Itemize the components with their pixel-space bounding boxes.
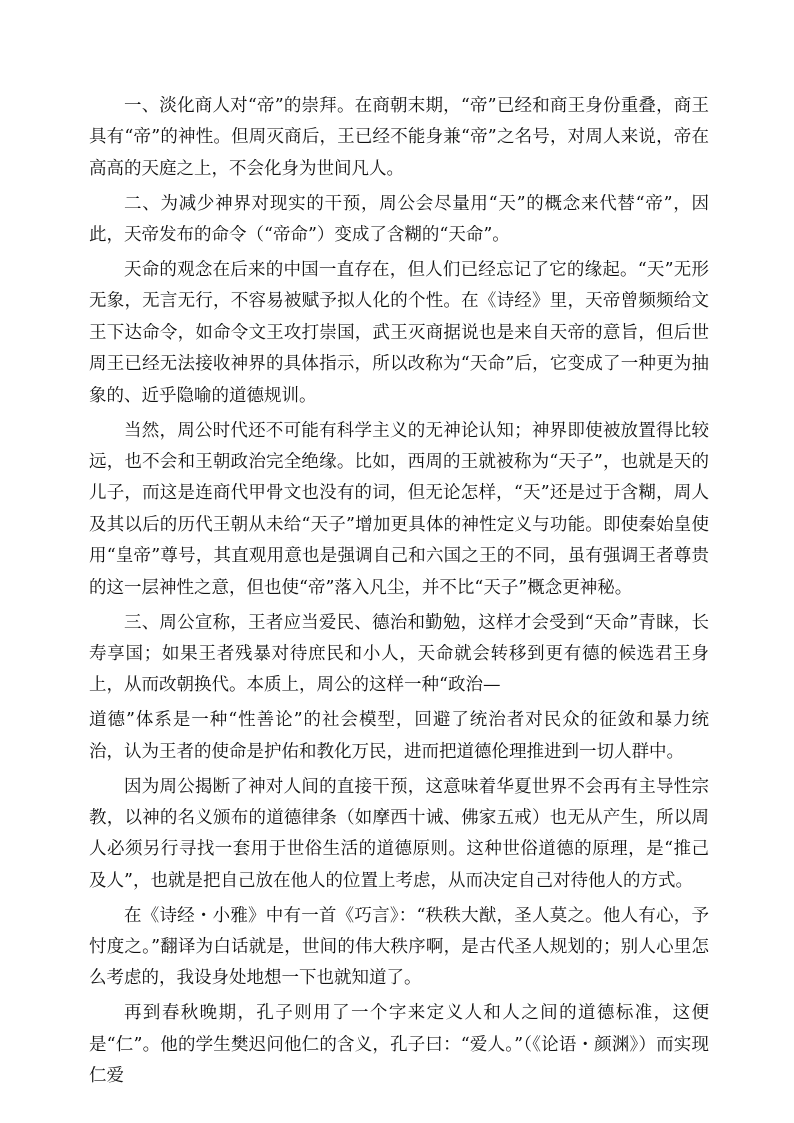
- paragraph-8: 在《诗经・小雅》中有一首《巧言》：“秩秩大猷，圣人莫之。他人有心，予忖度之。”翻译为白话就是，世间的伟大秩序啊，是古代圣人规划的；别人心里怎么考虑的，我设身处地想一下也就知道了。: [89, 905, 709, 989]
- document-body: [89, 91, 709, 1096]
- paragraph-4: 当然，周公时代还不可能有科学主义的无神论认知；神界即使被放置得比较远，也不会和王朝政治完全绝缘。比如，西周的王就被称为“天子”，也就是天的儿子，而这是连商代甲骨文也没有的词，但无论怎样，“天”还是过于含糊，周人及其以后的历代王朝从未给“天子”增加更具体的神性定义与功能。即使秦始皇使用“皇帝”尊号，其直观用意也是强调自己和六国之王的不同，虽有强调王者尊贵的这一层神性之意，但也使“帝”落入凡尘，并不比“天子”概念更神秘。: [89, 420, 709, 598]
- paragraph-1: 一、淡化商人对“帝”的崇拜。在商朝末期，“帝”已经和商王身份重叠，商王具有“帝”的神性。但周灭商后，王已经不能身兼“帝”之名号，对周人来说，帝在高高的天庭之上，不会化身为世间凡人。: [89, 96, 709, 179]
- paragraph-7: 因为周公揭断了神对人间的直接干预，这意味着华夏世界不会再有主导性宗教，以神的名义颁布的道德律条（如摩西十诫、佛家五戒）也无从产生，所以周人必须另行寻找一套用于世俗生活的道德原则。这种世俗道德的原理，是“推己及人”，也就是把自己放在他人的位置上考虑，从而决定自己对待他人的方式。: [89, 776, 709, 891]
- paragraph-2: 二、为减少神界对现实的干预，周公会尽量用“天”的概念来代替“帝”，因此，天帝发布的命令（“帝命”）变成了含糊的“天命”。: [89, 193, 709, 246]
- paragraph-6: 道德”体系是一种“性善论”的社会模型，回避了统治者对民众的征敛和暴力统治，认为王者的使命是护佑和教化万民，进而把道德伦理推进到一切人群中。: [89, 710, 709, 762]
- paragraph-3: 天命的观念在后来的中国一直存在，但人们已经忘记了它的缘起。“天”无形无象，无言无行，不容易被赋予拟人化的个性。在《诗经》里，天帝曾频频给文王下达命令，如命令文王攻打崇国，武王灭商据说也是来自天帝的意旨，但后世周王已经无法接收神界的具体指示，所以改称为“天命”后，它变成了一种更为抽象的、近乎隐喻的道德规训。: [89, 260, 709, 406]
- paragraph-5: 三、周公宣称，王者应当爱民、德治和勤勉，这样才会受到“天命”青睐，长寿享国；如果王者残暴对待庶民和小人，天命就会转移到更有德的候选君王身上，从而改朝换代。本质上，周公的这样一种“政治—: [89, 612, 709, 696]
- paragraph-9: 再到春秋晚期，孔子则用了一个字来定义人和人之间的道德标准，这便是“仁”。他的学生樊迟问他仁的含义，孔子曰：“爱人。”（《论语・颜渊》）而实现仁爱: [89, 1003, 709, 1087]
